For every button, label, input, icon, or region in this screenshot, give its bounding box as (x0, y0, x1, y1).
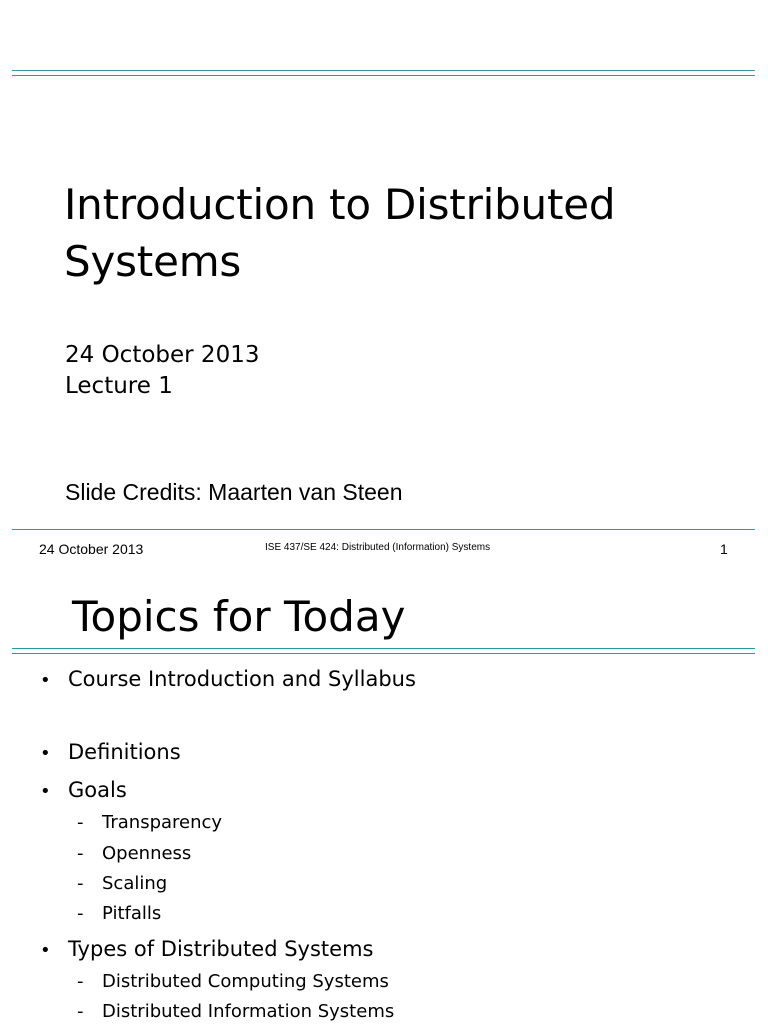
subtopic-item (77, 842, 191, 866)
bullet-icon: • (40, 940, 51, 961)
dash-icon: - (77, 812, 84, 833)
slide-credits: Slide Credits: Maarten van Steen (65, 479, 403, 505)
footer-date: 24 October 2013 (39, 541, 144, 557)
lecture-number: Lecture 1 (65, 373, 173, 399)
topic-item (40, 738, 181, 768)
dash-icon: - (77, 1001, 84, 1022)
subtopic-label: Pitfalls (102, 903, 162, 924)
footer-rule (12, 529, 755, 530)
subtopic-item (77, 1000, 394, 1024)
dash-icon: - (77, 873, 84, 894)
header-rule-bottom (12, 75, 755, 76)
slide-2-title: Topics for Today (72, 592, 406, 641)
subtopic-label: Transparency (102, 812, 223, 833)
topic-label: Types of Distributed Systems (68, 937, 374, 961)
slide-title-line-1: Introduction to Distributed (64, 180, 616, 229)
topic-item (40, 935, 373, 965)
slide-title (64, 176, 615, 290)
subtopic-item (77, 970, 389, 994)
footer-course: ISE 437/SE 424: Distributed (Information) Systems (265, 542, 491, 553)
bullet-icon: • (40, 743, 51, 764)
subtopic-item (77, 902, 161, 926)
bullet-icon: • (40, 670, 51, 691)
bullet-icon: • (40, 781, 51, 802)
slide-2-rule-top (12, 648, 755, 649)
subtopic-item (77, 872, 167, 896)
topic-label: Goals (68, 778, 127, 802)
slide-date: 24 October 2013 (65, 342, 260, 368)
dash-icon: - (77, 971, 84, 992)
slide-2-rule-bottom (12, 653, 755, 654)
topic-label: Definitions (68, 740, 181, 764)
dash-icon: - (77, 843, 84, 864)
topic-item (40, 665, 416, 695)
subtopic-label: Distributed Information Systems (102, 1001, 395, 1022)
dash-icon: - (77, 903, 84, 924)
topic-label: Course Introduction and Syllabus (68, 667, 416, 691)
slide-title-line-2: Systems (64, 237, 242, 286)
subtopic-item (77, 811, 222, 835)
subtopic-label: Distributed Computing Systems (102, 971, 389, 992)
topic-item (40, 776, 127, 806)
subtopic-label: Scaling (102, 873, 168, 894)
header-rule-top (12, 70, 755, 71)
page-number: 1 (720, 541, 728, 557)
subtopic-label: Openness (102, 843, 192, 864)
